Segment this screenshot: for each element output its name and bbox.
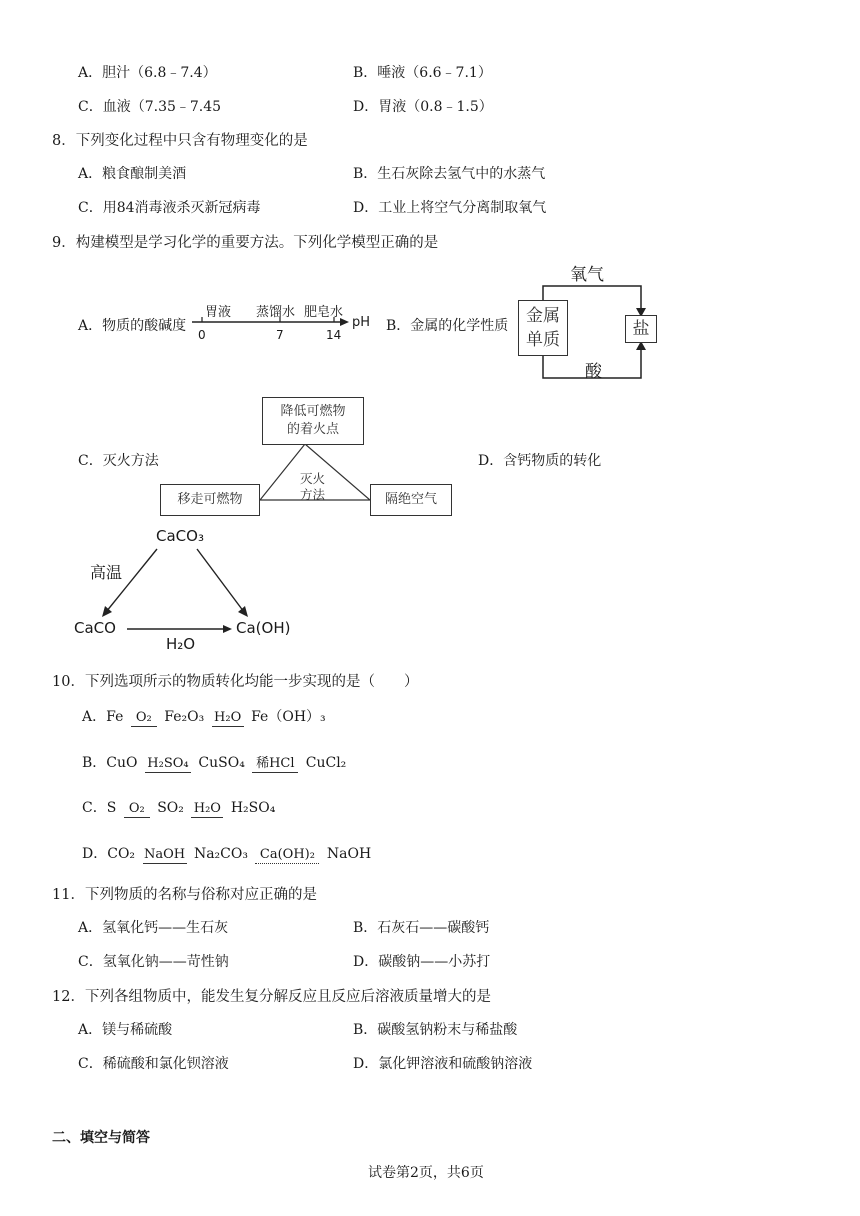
fire-top-line-1: 降低可燃物 (280, 404, 346, 419)
metal-box (518, 300, 568, 356)
cao-label: CaCO (74, 619, 116, 637)
caco3-to-caoh-arrow (238, 606, 248, 617)
ph-item-soap-water: 肥皂水 (304, 305, 344, 320)
fire-right-box (370, 484, 452, 516)
cao-to-caoh-arrow (223, 625, 232, 633)
q11-option-d: D．碳酸钠——小苏打 (353, 954, 491, 970)
metal-line-2: 单质 (526, 330, 560, 350)
caco3-to-cao-arrow (102, 606, 112, 617)
calcium-conversion-diagram (72, 527, 302, 659)
q10-d-reagent-1: NaOH (143, 847, 186, 862)
q10-option-a: A．Fe O₂ Fe₂O₃ H₂O Fe（OH）₃ (82, 709, 326, 725)
q12-option-a: A．镁与稀硫酸 (78, 1022, 173, 1038)
q10-a-reagent-2: H₂O (212, 711, 244, 727)
caoh-label: Ca(OH) (236, 619, 291, 637)
ph-tick-label-14: 14 (326, 328, 342, 342)
oxygen-label: 氧气 (570, 265, 604, 285)
q9-stem: 9．构建模型是学习化学的重要方法。下列化学模型正确的是 (52, 235, 439, 251)
ph-item-distilled-water: 蒸馏水 (256, 305, 296, 320)
high-temp-label: 高温 (90, 563, 123, 582)
ph-tick-label-7: 7 (276, 328, 284, 342)
q11-option-a: A．氢氧化钙——生石灰 (78, 920, 229, 936)
fire-center-line-1: 灭火 (300, 471, 326, 486)
q7-option-c: C．血液（7.35﹣7.45 (78, 99, 222, 115)
fire-center-line-2: 方法 (300, 487, 326, 502)
page-footer: 试卷第2页，共6页 (368, 1165, 484, 1181)
q8-option-a: A．粮食酿制美酒 (78, 166, 187, 182)
q11-option-c: C．氢氧化钠——苛性钠 (78, 954, 229, 970)
q10-option-c: C．S O₂ SO₂ H₂O H₂SO₄ (82, 800, 276, 816)
q10-option-d: D．CO₂ NaOH Na₂CO₃ Ca(OH)₂ NaOH (82, 846, 372, 862)
q10-b-reagent-2: 稀HCl (252, 757, 298, 773)
q10-c-reagent-2: H₂O (191, 802, 223, 818)
q7-option-d: D．胃液（0.8﹣1.5） (353, 99, 493, 115)
q12-option-c: C．稀硫酸和氯化钡溶液 (78, 1056, 229, 1072)
q9-option-d-label: D．含钙物质的转化 (478, 453, 602, 469)
fire-top-line-2: 的着火点 (286, 422, 339, 437)
ph-axis-label: pH (352, 315, 371, 330)
caco3-label: CaCO₃ (156, 527, 204, 545)
acid-label: 酸 (585, 362, 602, 382)
salt-box (625, 315, 657, 343)
q8-stem: 8．下列变化过程中只含有物理变化的是 (52, 133, 308, 149)
ph-tick-label-0: 0 (198, 328, 206, 342)
q8-option-d: D．工业上将空气分离制取氧气 (353, 200, 547, 216)
q11-stem: 11．下列物质的名称与俗称对应正确的是 (52, 887, 317, 903)
fire-top-box (262, 397, 364, 445)
ph-scale-diagram (190, 298, 380, 348)
q12-option-b: B．碳酸氢钠粉末与稀盐酸 (353, 1022, 518, 1038)
water-label: H₂O (166, 635, 196, 653)
metal-line-1: 金属 (526, 306, 560, 326)
fire-extinguish-diagram (160, 396, 455, 520)
q8-option-c: C．用84消毒液杀灭新冠病毒 (78, 200, 261, 216)
q9-option-c-label: C．灭火方法 (78, 453, 159, 469)
q12-stem: 12．下列各组物质中，能发生复分解反应且反应后溶液质量增大的是 (52, 989, 491, 1005)
q8-option-b: B．生石灰除去氢气中的水蒸气 (353, 166, 546, 182)
q7-option-a: A．胆汁（6.8﹣7.4） (78, 65, 217, 81)
q9-option-b-label: B．金属的化学性质 (386, 318, 509, 334)
fire-left-label: 移走可燃物 (177, 492, 243, 507)
q10-c-reagent-1: O₂ (124, 802, 150, 818)
q10-d-reagent-2: Ca(OH)₂ (255, 848, 319, 864)
fire-right-label: 隔绝空气 (384, 492, 437, 507)
fire-left-box (160, 484, 260, 516)
salt-label: 盐 (632, 319, 650, 339)
q7-option-b: B．唾液（6.6﹣7.1） (353, 65, 492, 81)
q11-option-b: B．石灰石——碳酸钙 (353, 920, 490, 936)
q10-a-reagent-1: O₂ (131, 711, 157, 727)
caco3-to-caoh-line (197, 549, 244, 612)
q12-option-d: D．氯化钾溶液和硫酸钠溶液 (353, 1056, 533, 1072)
q10-stem: 10．下列选项所示的物质转化均能一步实现的是（ ） (52, 674, 419, 690)
metal-properties-diagram (515, 258, 660, 383)
q10-option-b: B．CuO H₂SO₄ CuSO₄ 稀HCl CuCl₂ (82, 755, 347, 771)
q10-b-reagent-1: H₂SO₄ (145, 757, 191, 773)
section-heading: 二、填空与简答 (52, 1130, 150, 1146)
ph-item-gastric: 胃液 (205, 305, 232, 320)
q9-option-a-label: A．物质的酸碱度 (78, 318, 187, 334)
